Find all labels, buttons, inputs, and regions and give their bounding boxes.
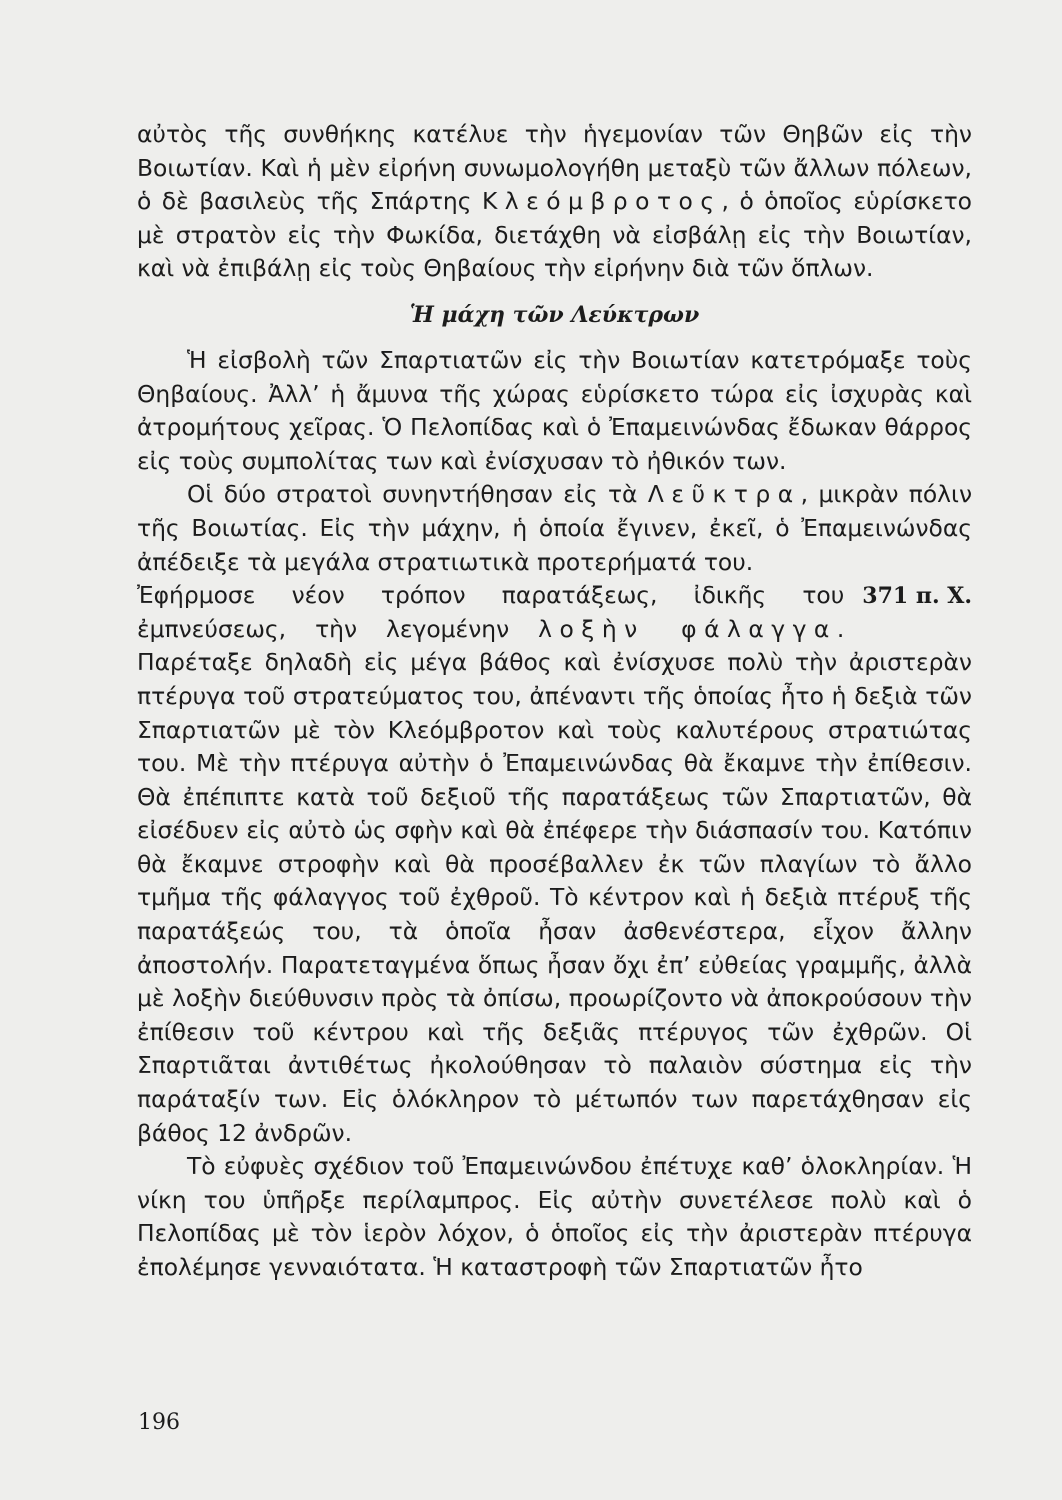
spaced-name: Λεῦκτρα (647, 480, 801, 509)
paragraph-4 (137, 579, 972, 1150)
paragraph-1 (137, 118, 972, 286)
text: αὐτὸς τῆς συνθήκης κατέλυε τὴν ἡγεμονίαν τῶν Θηβῶν εἰς τὴν Βοιωτίαν. Καὶ ἡ μὲν εἰρήνη συνωμολογήθη μεταξὺ τῶν ἄλλων πόλεων, ὁ δὲ βασιλεὺς τῆς Σπάρτης (137, 120, 972, 216)
text: . Παρέταξε δηλαδὴ εἰς μέγα βάθος καὶ ἐνίσχυσε πολὺ τὴν ἀριστερὰν πτέρυγα τοῦ στρατεύματος του, ἀπέναντι τῆς ὁποίας ἦτο ἡ δεξιὰ τῶν Σπαρτιατῶν μὲ τὸν Κλεόμβροτον καὶ τοὺς καλυτέρους στρατιώτας του. Μὲ τὴν πτέρυγα αὐτὴν ὁ Ἐπαμεινώνδας θὰ ἔκαμνε τὴν ἐπίθεσιν. Θὰ ἐπέπιπτε κατὰ τοῦ δεξιοῦ τῆς παρατάξεως τῶν Σπαρτιατῶν, θὰ εἰσέδυεν εἰς αὐτὸ ὡς σφὴν καὶ θὰ ἐπέφερε τὴν διάσπασίν του. Κατόπιν θὰ ἔκαμνε στροφὴν καὶ θὰ προσέβαλλεν ἐκ τῶν πλαγίων τὸ ἄλλο τμῆμα τῆς φάλαγγος τοῦ ἐχθροῦ. Τὸ κέντρον καὶ ἡ δεξιὰ πτέρυξ τῆς παρατάξεώς του, τὰ ὁποῖα ἦσαν ἀσθενέστερα, εἶχον ἄλλην ἀποστολήν. Παρατεταγμένα ὅπως ἦσαν ὄχι ἐπ’ εὐθείας γραμμῆς, ἀλλὰ μὲ λοξὴν διεύθυνσιν πρὸς τὰ ὀπίσω, προωρίζοντο νὰ ἀποκρούσουν τὴν ἐπίθεσιν τοῦ κέντρου καὶ τῆς δεξιᾶς πτέρυγος τῶν ἐχθρῶν. Οἱ Σπαρτιᾶται ἀντιθέτως ἠκολούθησαν τὸ παλαιὸν σύστημα εἰς τὴν παράταξίν των. Εἰς ὁλόκληρον τὸ μέτωπόν των παρετάχθησαν εἰς βάθος 12 ἀνδρῶν. (137, 614, 972, 1147)
text: Ἐφήρμοσε νέον τρόπον παρατάξεως, ἰδικῆς του ἐμπνεύσεως, τὴν λεγομένην (137, 581, 845, 643)
side-date-note: 371 π. Χ. (862, 583, 972, 610)
spaced-term: λοξὴν φάλαγγα (538, 614, 837, 643)
page-number: 196 (138, 1410, 180, 1435)
spaced-name: Κλεόμβροτος (481, 187, 722, 216)
text: , ὁ ὁποῖος εὑρίσκετο μὲ στρατὸν εἰς τὴν Φωκίδα, διετάχθη νὰ εἰσβάλῃ εἰς τὴν Βοιωτίαν, καὶ νὰ ἐπιβάλῃ εἰς τοὺς Θηβαίους τὴν εἰρήνην διὰ τῶν ὅπλων. (137, 187, 972, 283)
page-body (137, 118, 972, 1285)
paragraph-2: Ἡ εἰσβολὴ τῶν Σπαρτιατῶν εἰς τὴν Βοιωτίαν κατετρόμαξε τοὺς Θηβαίους. Ἀλλ’ ἡ ἄμυνα τῆς χώρας εὑρίσκετο τώρα εἰς ἰσχυρὰς καὶ ἀτρομήτους χεῖρας. Ὁ Πελοπίδας καὶ ὁ Ἐπαμεινώνδας ἔδωκαν θάρρος εἰς τοὺς συμπολίτας των καὶ ἐνίσχυσαν τὸ ἠθικόν των. (137, 345, 972, 475)
text: Οἱ δύο στρατοὶ συνηντήθησαν εἰς τὰ (187, 480, 648, 509)
paragraph-3 (137, 478, 972, 579)
paragraph-5: Τὸ εὐφυὲς σχέδιον τοῦ Ἐπαμεινώνδου ἐπέτυχε καθ’ ὁλοκληρίαν. Ἡ νίκη του ὑπῆρξε περίλαμπρος. Εἰς αὐτὴν συνετέλεσε πολὺ καὶ ὁ Πελοπίδας μὲ τὸν ἱερὸν λόχον, ὁ ὁποῖος εἰς τὴν ἀριστερὰν πτέρυγα ἐπολέμησε γενναιότατα. Ἡ καταστροφὴ τῶν Σπαρτιατῶν ἦτο (137, 1152, 972, 1281)
text: , μικρὰν πόλιν τῆς Βοιωτίας. Εἰς τὴν μάχην, ἡ ὁποία ἔγινεν, ἐκεῖ, ὁ Ἐπαμεινώνδας ἀπέδειξε τὰ μεγάλα στρατιωτικὰ προτερήματά του. (137, 480, 973, 576)
section-heading: Ἡ μάχη τῶν Λεύκτρων (409, 301, 700, 328)
